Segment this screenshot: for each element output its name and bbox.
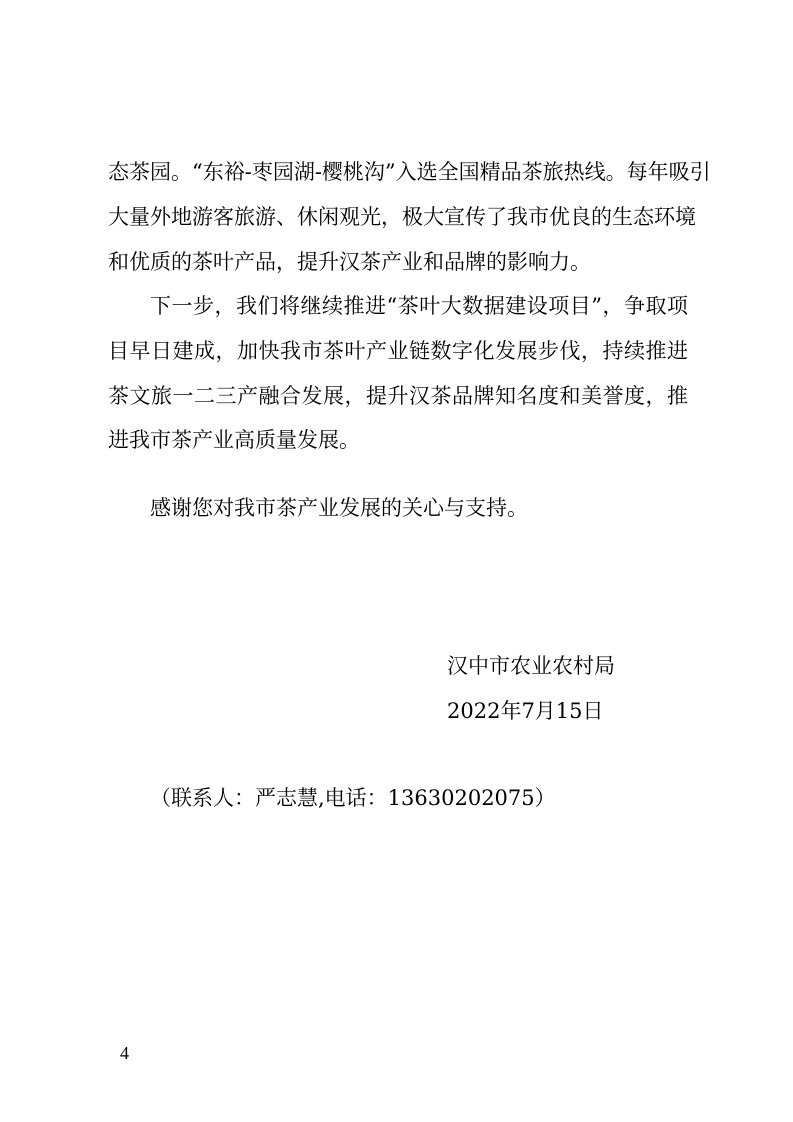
paragraph-2-line-1: 下一步，我们将继续推进“茶叶大数据建设项目”，争取项: [150, 294, 688, 318]
closing-sentence: 感谢您对我市茶产业发展的关心与支持。: [150, 496, 528, 520]
paragraph-1-line-3: 和优质的茶叶产品，提升汉茶产业和品牌的影响力。: [108, 250, 591, 274]
signature-date: 2022年7月15日: [447, 699, 604, 723]
paragraph-1-line-1: 态茶园。“东裕-枣园湖-樱桃沟”入选全国精品茶旅热线。每年吸引: [108, 160, 711, 184]
paragraph-2-line-2: 目早日建成，加快我市茶叶产业链数字化发展步伐，持续推进: [108, 339, 688, 363]
signature-organization: 汉中市农业农村局: [447, 654, 615, 678]
page-number: 4: [120, 1043, 129, 1063]
paragraph-2-line-3: 茶文旅一二三产融合发展，提升汉茶品牌知名度和美誉度，推: [108, 384, 688, 408]
paragraph-1-line-2: 大量外地游客旅游、休闲观光，极大宣传了我市优良的生态环境: [108, 205, 696, 229]
paragraph-2-line-4: 进我市茶产业高质量发展。: [108, 428, 360, 452]
contact-info: （联系人：严志慧,电话：13630202075）: [150, 786, 556, 810]
